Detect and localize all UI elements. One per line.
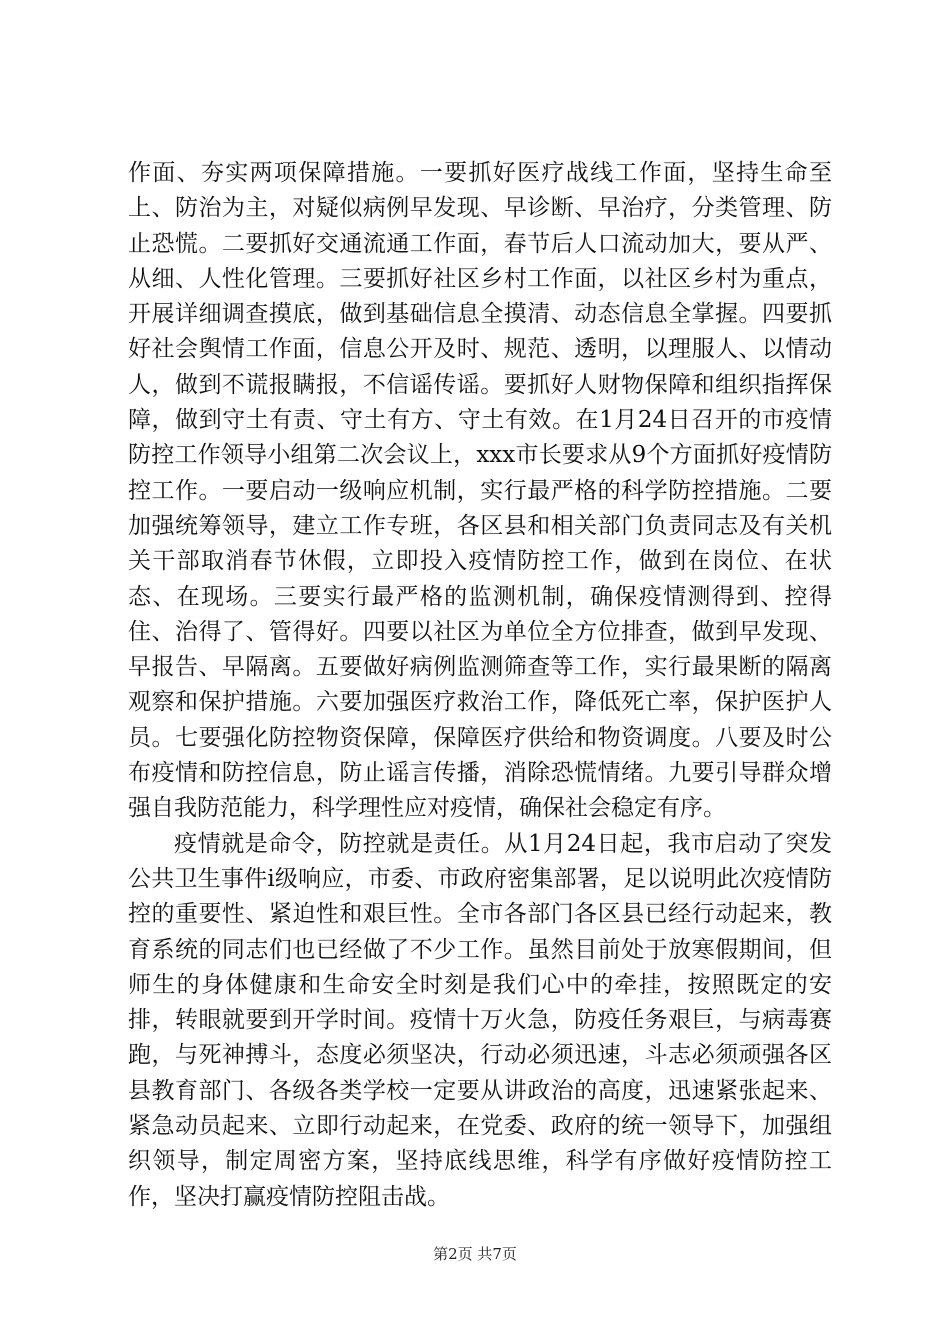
document-body xyxy=(128,156,832,1215)
paragraph-2: 疫情就是命令，防控就是责任。从1月24日起，我市启动了突发公共卫生事件i级响应，市委、市政府密集部署，足以说明此次疫情防控的重要性、紧迫性和艰巨性。全市各部门各区县已经行动起来，教育系统的同志们也已经做了不少工作。虽然目前处于放寒假期间，但师生的身体健康和生命安全时刻是我们心中的牵挂，按照既定的安排，转眼就要到开学时间。疫情十万火急，防疫任务艰巨，与病毒赛跑，与死神搏斗，态度必须坚决，行动必须迅速，斗志必须顽强各区县教育部门、各级各类学校一定要从讲政治的高度，迅速紧张起来、紧急动员起来、立即行动起来，在党委、政府的统一领导下，加强组织领导，制定周密方案，坚持底线思维，科学有序做好疫情防控工作，坚决打赢疫情防控阻击战。 xyxy=(128,830,832,1210)
paragraph-1: 作面、夯实两项保障措施。一要抓好医疗战线工作面，坚持生命至上、防治为主，对疑似病例早发现、早诊断、早治疗，分类管理、防止恐慌。二要抓好交通流通工作面，春节后人口流动加大，要从严、从细、人性化管理。三要抓好社区乡村工作面，以社区乡村为重点，开展详细调查摸底，做到基础信息全摸清、动态信息全掌握。四要抓好社会舆情工作面，信息公开及时、规范、透明，以理服人、以情动人，做到不谎报瞒报，不信谣传谣。要抓好人财物保障和组织指挥保障，做到守土有责、守土有方、守土有效。在1月24日召开的市疫情防控工作领导小组第二次会议上，xxx市长要求从9个方面抓好疫情防控工作。一要启动一级响应机制，实行最严格的科学防控措施。二要加强统筹领导，建立工作专班，各区县和相关部门负责同志及有关机关干部取消春节休假，立即投入疫情防控工作，做到在岗位、在状态、在现场。三要实行最严格的监测机制，确保疫情测得到、控得住、治得了、管得好。四要以社区为单位全方位排查，做到早发现、早报告、早隔离。五要做好病例监测筛查等工作，实行最果断的隔离观察和保护措施。六要加强医疗救治工作，降低死亡率，保护医护人员。七要强化防控物资保障，保障医疗供给和物资调度。八要及时公布疫情和防控信息，防止谣言传播，消除恐慌情绪。九要引导群众增强自我防范能力，科学理性应对疫情，确保社会稳定有序。 xyxy=(128,160,832,822)
page-number-footer: 第2页 共7页 xyxy=(433,1245,517,1263)
